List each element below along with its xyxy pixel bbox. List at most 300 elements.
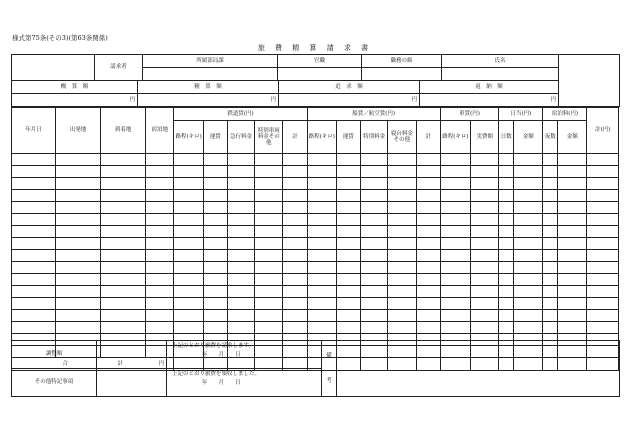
itinerary-cell[interactable] — [336, 166, 360, 178]
dept-field[interactable] — [143, 68, 278, 81]
itinerary-cell[interactable] — [56, 274, 101, 286]
itinerary-cell[interactable] — [336, 250, 360, 262]
itinerary-cell[interactable] — [56, 154, 101, 166]
itinerary-cell[interactable] — [360, 322, 387, 334]
itinerary-cell[interactable] — [543, 286, 558, 298]
itinerary-cell[interactable] — [336, 322, 360, 334]
itinerary-cell[interactable] — [255, 310, 283, 322]
itinerary-cell[interactable] — [471, 166, 499, 178]
itinerary-cell[interactable] — [56, 178, 101, 190]
itinerary-cell[interactable] — [203, 262, 227, 274]
itinerary-cell[interactable] — [558, 226, 587, 238]
itinerary-cell[interactable] — [336, 262, 360, 274]
itinerary-cell[interactable] — [174, 322, 203, 334]
itinerary-cell[interactable] — [360, 214, 387, 226]
itinerary-cell[interactable] — [203, 166, 227, 178]
itinerary-cell[interactable] — [283, 250, 307, 262]
itinerary-cell[interactable] — [336, 310, 360, 322]
itinerary-cell[interactable] — [514, 178, 543, 190]
itinerary-cell[interactable] — [360, 226, 387, 238]
itinerary-cell[interactable] — [587, 202, 619, 214]
itinerary-cell[interactable] — [203, 190, 227, 202]
itinerary-cell[interactable] — [440, 238, 470, 250]
itinerary-cell[interactable] — [227, 274, 254, 286]
itinerary-cell[interactable] — [336, 238, 360, 250]
itinerary-cell[interactable] — [203, 238, 227, 250]
itinerary-cell[interactable] — [416, 178, 440, 190]
itinerary-cell[interactable] — [307, 274, 336, 286]
refund-amount[interactable] — [420, 94, 559, 107]
itinerary-cell[interactable] — [543, 166, 558, 178]
itinerary-cell[interactable] — [514, 166, 543, 178]
itinerary-cell[interactable] — [227, 286, 254, 298]
itinerary-cell[interactable] — [388, 226, 416, 238]
itinerary-cell[interactable] — [416, 322, 440, 334]
itinerary-cell[interactable] — [416, 286, 440, 298]
itinerary-cell[interactable] — [471, 310, 499, 322]
itinerary-cell[interactable] — [440, 154, 470, 166]
itinerary-cell[interactable] — [543, 310, 558, 322]
itinerary-cell[interactable] — [101, 166, 146, 178]
itinerary-cell[interactable] — [336, 286, 360, 298]
itinerary-cell[interactable] — [12, 190, 56, 202]
other-notes-field[interactable] — [97, 369, 167, 397]
itinerary-cell[interactable] — [174, 298, 203, 310]
itinerary-cell[interactable] — [203, 322, 227, 334]
itinerary-cell[interactable] — [56, 298, 101, 310]
itinerary-cell[interactable] — [499, 262, 514, 274]
itinerary-cell[interactable] — [56, 262, 101, 274]
itinerary-cell[interactable] — [499, 214, 514, 226]
itinerary-cell[interactable] — [255, 298, 283, 310]
itinerary-cell[interactable] — [416, 214, 440, 226]
itinerary-cell[interactable] — [499, 178, 514, 190]
itinerary-cell[interactable] — [12, 166, 56, 178]
itinerary-cell[interactable] — [336, 298, 360, 310]
itinerary-cell[interactable] — [101, 214, 146, 226]
itinerary-cell[interactable] — [514, 262, 543, 274]
itinerary-cell[interactable] — [440, 178, 470, 190]
itinerary-cell[interactable] — [587, 238, 619, 250]
itinerary-cell[interactable] — [471, 226, 499, 238]
itinerary-cell[interactable] — [543, 214, 558, 226]
itinerary-cell[interactable] — [499, 190, 514, 202]
itinerary-cell[interactable] — [101, 154, 146, 166]
itinerary-cell[interactable] — [440, 286, 470, 298]
itinerary-cell[interactable] — [416, 166, 440, 178]
itinerary-cell[interactable] — [499, 166, 514, 178]
itinerary-cell[interactable] — [471, 250, 499, 262]
itinerary-cell[interactable] — [514, 238, 543, 250]
itinerary-cell[interactable] — [416, 238, 440, 250]
itinerary-cell[interactable] — [440, 226, 470, 238]
itinerary-cell[interactable] — [558, 322, 587, 334]
itinerary-cell[interactable] — [543, 298, 558, 310]
itinerary-cell[interactable] — [336, 226, 360, 238]
itinerary-cell[interactable] — [146, 298, 174, 310]
itinerary-cell[interactable] — [174, 202, 203, 214]
itinerary-cell[interactable] — [283, 226, 307, 238]
itinerary-cell[interactable] — [203, 274, 227, 286]
post-field[interactable] — [278, 68, 362, 81]
itinerary-cell[interactable] — [56, 202, 101, 214]
itinerary-cell[interactable] — [307, 202, 336, 214]
estimate-amount[interactable] — [12, 94, 138, 107]
itinerary-cell[interactable] — [146, 226, 174, 238]
itinerary-cell[interactable] — [146, 238, 174, 250]
itinerary-cell[interactable] — [360, 298, 387, 310]
itinerary-cell[interactable] — [514, 214, 543, 226]
itinerary-cell[interactable] — [101, 286, 146, 298]
itinerary-cell[interactable] — [416, 274, 440, 286]
itinerary-cell[interactable] — [360, 178, 387, 190]
itinerary-cell[interactable] — [416, 298, 440, 310]
itinerary-cell[interactable] — [360, 154, 387, 166]
itinerary-cell[interactable] — [558, 286, 587, 298]
itinerary-cell[interactable] — [471, 238, 499, 250]
itinerary-cell[interactable] — [101, 178, 146, 190]
itinerary-cell[interactable] — [56, 250, 101, 262]
itinerary-cell[interactable] — [543, 226, 558, 238]
itinerary-cell[interactable] — [283, 190, 307, 202]
remarks-field[interactable] — [337, 341, 620, 397]
itinerary-cell[interactable] — [558, 154, 587, 166]
itinerary-cell[interactable] — [283, 238, 307, 250]
itinerary-cell[interactable] — [543, 190, 558, 202]
itinerary-cell[interactable] — [146, 286, 174, 298]
itinerary-cell[interactable] — [56, 214, 101, 226]
settle-amount[interactable] — [138, 94, 279, 107]
itinerary-cell[interactable] — [360, 310, 387, 322]
itinerary-cell[interactable] — [499, 322, 514, 334]
itinerary-cell[interactable] — [587, 274, 619, 286]
itinerary-cell[interactable] — [12, 262, 56, 274]
itinerary-cell[interactable] — [12, 214, 56, 226]
itinerary-cell[interactable] — [587, 286, 619, 298]
itinerary-cell[interactable] — [283, 214, 307, 226]
itinerary-cell[interactable] — [514, 274, 543, 286]
itinerary-cell[interactable] — [587, 298, 619, 310]
itinerary-cell[interactable] — [558, 262, 587, 274]
itinerary-cell[interactable] — [227, 166, 254, 178]
adjust-amount[interactable] — [97, 341, 167, 369]
itinerary-cell[interactable] — [336, 214, 360, 226]
itinerary-cell[interactable] — [336, 154, 360, 166]
itinerary-cell[interactable] — [471, 262, 499, 274]
grade-field[interactable] — [362, 68, 442, 81]
itinerary-cell[interactable] — [255, 286, 283, 298]
itinerary-cell[interactable] — [388, 202, 416, 214]
itinerary-cell[interactable] — [388, 166, 416, 178]
itinerary-cell[interactable] — [388, 238, 416, 250]
itinerary-cell[interactable] — [499, 310, 514, 322]
itinerary-cell[interactable] — [255, 238, 283, 250]
itinerary-cell[interactable] — [12, 322, 56, 334]
itinerary-cell[interactable] — [101, 298, 146, 310]
itinerary-cell[interactable] — [416, 154, 440, 166]
itinerary-cell[interactable] — [471, 178, 499, 190]
itinerary-cell[interactable] — [227, 154, 254, 166]
itinerary-cell[interactable] — [283, 298, 307, 310]
itinerary-cell[interactable] — [416, 202, 440, 214]
itinerary-cell[interactable] — [558, 190, 587, 202]
itinerary-cell[interactable] — [174, 190, 203, 202]
itinerary-cell[interactable] — [587, 226, 619, 238]
itinerary-cell[interactable] — [440, 298, 470, 310]
itinerary-cell[interactable] — [558, 274, 587, 286]
itinerary-cell[interactable] — [499, 298, 514, 310]
itinerary-cell[interactable] — [227, 298, 254, 310]
itinerary-cell[interactable] — [360, 286, 387, 298]
itinerary-cell[interactable] — [499, 238, 514, 250]
itinerary-cell[interactable] — [558, 202, 587, 214]
itinerary-cell[interactable] — [307, 154, 336, 166]
itinerary-cell[interactable] — [307, 286, 336, 298]
itinerary-cell[interactable] — [101, 238, 146, 250]
itinerary-cell[interactable] — [360, 274, 387, 286]
itinerary-cell[interactable] — [56, 226, 101, 238]
itinerary-cell[interactable] — [227, 322, 254, 334]
itinerary-cell[interactable] — [360, 190, 387, 202]
itinerary-cell[interactable] — [203, 286, 227, 298]
itinerary-cell[interactable] — [416, 250, 440, 262]
itinerary-cell[interactable] — [514, 298, 543, 310]
itinerary-cell[interactable] — [174, 250, 203, 262]
itinerary-cell[interactable] — [440, 190, 470, 202]
itinerary-cell[interactable] — [203, 178, 227, 190]
itinerary-cell[interactable] — [101, 310, 146, 322]
itinerary-cell[interactable] — [514, 190, 543, 202]
itinerary-cell[interactable] — [283, 322, 307, 334]
itinerary-cell[interactable] — [12, 274, 56, 286]
itinerary-cell[interactable] — [543, 322, 558, 334]
itinerary-cell[interactable] — [416, 262, 440, 274]
itinerary-cell[interactable] — [146, 214, 174, 226]
itinerary-cell[interactable] — [336, 202, 360, 214]
itinerary-cell[interactable] — [543, 154, 558, 166]
itinerary-cell[interactable] — [227, 262, 254, 274]
itinerary-cell[interactable] — [543, 202, 558, 214]
itinerary-cell[interactable] — [360, 262, 387, 274]
itinerary-cell[interactable] — [587, 262, 619, 274]
itinerary-cell[interactable] — [388, 190, 416, 202]
itinerary-cell[interactable] — [587, 250, 619, 262]
itinerary-cell[interactable] — [543, 178, 558, 190]
itinerary-cell[interactable] — [307, 310, 336, 322]
itinerary-cell[interactable] — [12, 250, 56, 262]
itinerary-cell[interactable] — [227, 238, 254, 250]
itinerary-cell[interactable] — [283, 286, 307, 298]
itinerary-cell[interactable] — [12, 202, 56, 214]
itinerary-cell[interactable] — [174, 262, 203, 274]
itinerary-cell[interactable] — [307, 226, 336, 238]
itinerary-cell[interactable] — [543, 262, 558, 274]
itinerary-cell[interactable] — [471, 202, 499, 214]
itinerary-cell[interactable] — [499, 226, 514, 238]
itinerary-cell[interactable] — [360, 166, 387, 178]
itinerary-cell[interactable] — [227, 202, 254, 214]
itinerary-cell[interactable] — [146, 322, 174, 334]
itinerary-cell[interactable] — [307, 214, 336, 226]
itinerary-cell[interactable] — [203, 202, 227, 214]
itinerary-cell[interactable] — [499, 154, 514, 166]
itinerary-cell[interactable] — [471, 214, 499, 226]
itinerary-cell[interactable] — [227, 226, 254, 238]
itinerary-cell[interactable] — [56, 322, 101, 334]
itinerary-cell[interactable] — [558, 214, 587, 226]
itinerary-cell[interactable] — [388, 310, 416, 322]
itinerary-cell[interactable] — [174, 214, 203, 226]
receipt-date[interactable]: 年 月 日 — [202, 379, 241, 386]
itinerary-cell[interactable] — [146, 190, 174, 202]
itinerary-cell[interactable] — [203, 298, 227, 310]
itinerary-cell[interactable] — [56, 310, 101, 322]
itinerary-cell[interactable] — [146, 274, 174, 286]
itinerary-cell[interactable] — [203, 310, 227, 322]
itinerary-cell[interactable] — [471, 154, 499, 166]
itinerary-cell[interactable] — [307, 166, 336, 178]
itinerary-cell[interactable] — [283, 178, 307, 190]
itinerary-cell[interactable] — [514, 322, 543, 334]
itinerary-cell[interactable] — [440, 274, 470, 286]
itinerary-cell[interactable] — [543, 238, 558, 250]
itinerary-cell[interactable] — [12, 154, 56, 166]
itinerary-cell[interactable] — [174, 310, 203, 322]
itinerary-cell[interactable] — [174, 154, 203, 166]
itinerary-cell[interactable] — [307, 298, 336, 310]
itinerary-cell[interactable] — [174, 178, 203, 190]
itinerary-cell[interactable] — [227, 214, 254, 226]
itinerary-cell[interactable] — [416, 190, 440, 202]
itinerary-cell[interactable] — [388, 322, 416, 334]
itinerary-cell[interactable] — [227, 190, 254, 202]
itinerary-cell[interactable] — [101, 226, 146, 238]
itinerary-cell[interactable] — [307, 178, 336, 190]
itinerary-cell[interactable] — [307, 238, 336, 250]
itinerary-cell[interactable] — [255, 322, 283, 334]
itinerary-cell[interactable] — [558, 250, 587, 262]
itinerary-cell[interactable] — [227, 178, 254, 190]
itinerary-cell[interactable] — [388, 178, 416, 190]
request-date[interactable]: 年 月 日 — [202, 351, 241, 358]
itinerary-cell[interactable] — [174, 286, 203, 298]
itinerary-cell[interactable] — [255, 274, 283, 286]
itinerary-cell[interactable] — [587, 214, 619, 226]
itinerary-cell[interactable] — [388, 214, 416, 226]
itinerary-cell[interactable] — [416, 310, 440, 322]
itinerary-cell[interactable] — [203, 214, 227, 226]
itinerary-cell[interactable] — [360, 202, 387, 214]
itinerary-cell[interactable] — [255, 190, 283, 202]
itinerary-cell[interactable] — [101, 190, 146, 202]
itinerary-cell[interactable] — [146, 250, 174, 262]
itinerary-cell[interactable] — [146, 166, 174, 178]
itinerary-cell[interactable] — [255, 214, 283, 226]
itinerary-cell[interactable] — [227, 310, 254, 322]
itinerary-cell[interactable] — [12, 238, 56, 250]
itinerary-cell[interactable] — [56, 286, 101, 298]
itinerary-cell[interactable] — [12, 226, 56, 238]
itinerary-cell[interactable] — [514, 226, 543, 238]
itinerary-cell[interactable] — [587, 190, 619, 202]
itinerary-cell[interactable] — [283, 310, 307, 322]
itinerary-cell[interactable] — [146, 154, 174, 166]
itinerary-cell[interactable] — [360, 250, 387, 262]
itinerary-cell[interactable] — [227, 250, 254, 262]
itinerary-cell[interactable] — [203, 226, 227, 238]
itinerary-cell[interactable] — [255, 178, 283, 190]
itinerary-cell[interactable] — [471, 190, 499, 202]
itinerary-cell[interactable] — [388, 286, 416, 298]
itinerary-cell[interactable] — [514, 202, 543, 214]
itinerary-cell[interactable] — [56, 238, 101, 250]
itinerary-cell[interactable] — [174, 166, 203, 178]
itinerary-cell[interactable] — [499, 286, 514, 298]
itinerary-cell[interactable] — [174, 238, 203, 250]
itinerary-cell[interactable] — [587, 310, 619, 322]
itinerary-cell[interactable] — [255, 226, 283, 238]
itinerary-cell[interactable] — [174, 274, 203, 286]
itinerary-cell[interactable] — [416, 226, 440, 238]
itinerary-cell[interactable] — [283, 274, 307, 286]
itinerary-cell[interactable] — [307, 322, 336, 334]
itinerary-cell[interactable] — [101, 202, 146, 214]
itinerary-cell[interactable] — [307, 190, 336, 202]
itinerary-cell[interactable] — [203, 250, 227, 262]
itinerary-cell[interactable] — [543, 274, 558, 286]
itinerary-cell[interactable] — [255, 250, 283, 262]
itinerary-cell[interactable] — [283, 154, 307, 166]
itinerary-cell[interactable] — [12, 310, 56, 322]
itinerary-cell[interactable] — [255, 166, 283, 178]
itinerary-cell[interactable] — [174, 226, 203, 238]
itinerary-cell[interactable] — [388, 250, 416, 262]
name-field[interactable] — [442, 68, 559, 81]
itinerary-cell[interactable] — [388, 262, 416, 274]
itinerary-cell[interactable] — [255, 154, 283, 166]
itinerary-cell[interactable] — [440, 310, 470, 322]
itinerary-cell[interactable] — [388, 298, 416, 310]
itinerary-cell[interactable] — [336, 274, 360, 286]
additional-amount[interactable] — [279, 94, 420, 107]
itinerary-cell[interactable] — [587, 178, 619, 190]
itinerary-cell[interactable] — [12, 286, 56, 298]
itinerary-cell[interactable] — [471, 298, 499, 310]
itinerary-cell[interactable] — [255, 202, 283, 214]
itinerary-cell[interactable] — [499, 202, 514, 214]
itinerary-cell[interactable] — [146, 202, 174, 214]
itinerary-cell[interactable] — [514, 310, 543, 322]
itinerary-cell[interactable] — [471, 286, 499, 298]
itinerary-cell[interactable] — [101, 322, 146, 334]
itinerary-cell[interactable] — [587, 322, 619, 334]
itinerary-cell[interactable] — [558, 238, 587, 250]
itinerary-cell[interactable] — [146, 262, 174, 274]
itinerary-cell[interactable] — [440, 322, 470, 334]
itinerary-cell[interactable] — [440, 250, 470, 262]
itinerary-cell[interactable] — [360, 238, 387, 250]
itinerary-cell[interactable] — [558, 298, 587, 310]
itinerary-cell[interactable] — [283, 262, 307, 274]
itinerary-cell[interactable] — [440, 166, 470, 178]
itinerary-cell[interactable] — [146, 178, 174, 190]
itinerary-cell[interactable] — [471, 274, 499, 286]
itinerary-cell[interactable] — [440, 214, 470, 226]
itinerary-cell[interactable] — [336, 190, 360, 202]
itinerary-cell[interactable] — [514, 154, 543, 166]
itinerary-cell[interactable] — [56, 166, 101, 178]
itinerary-cell[interactable] — [499, 250, 514, 262]
